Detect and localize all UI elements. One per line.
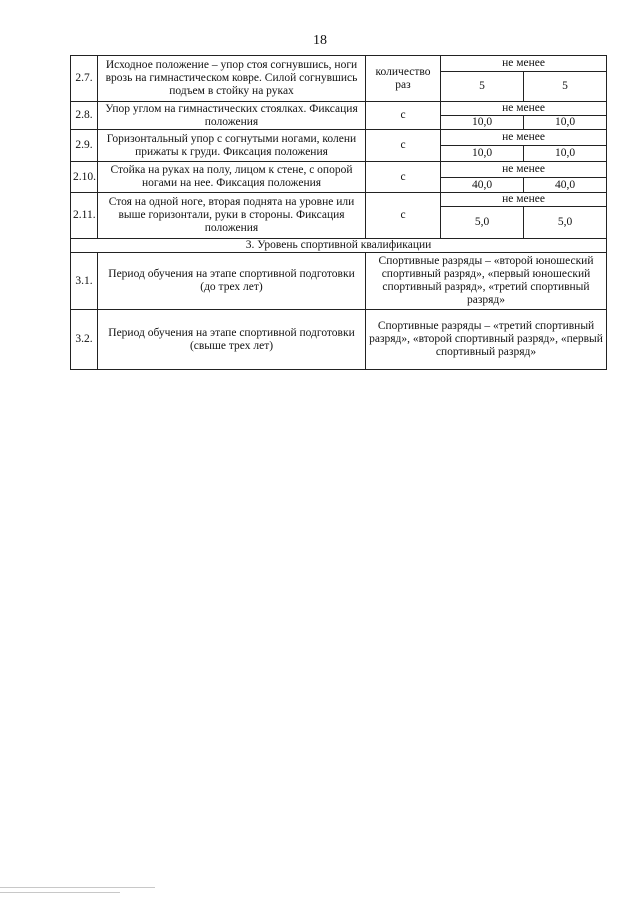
section-heading: 3. Уровень спортивной квалификации — [71, 239, 607, 253]
value-cell: 10,0 — [441, 146, 524, 162]
value-cell: 5 — [441, 72, 524, 102]
sports-ranks: Спортивные разряды – «второй юношеский спортивный разряд», «первый юношеский спортивный разряд», «третий спортивный разряд» — [366, 253, 607, 310]
row-number: 2.11. — [71, 193, 98, 239]
value-cell: 5,0 — [441, 207, 524, 239]
unit: с — [366, 102, 441, 130]
value-cell: 10,0 — [524, 116, 607, 130]
table-row — [71, 56, 607, 72]
standards-table — [70, 55, 607, 370]
table-row — [71, 162, 607, 178]
condition: не менее — [441, 193, 607, 207]
row-number: 2.8. — [71, 102, 98, 130]
exercise-description: Стойка на руках на полу, лицом к стене, с опорой ногами на нее. Фиксация положения — [98, 162, 366, 193]
sports-ranks: Спортивные разряды – «третий спортивный разряд», «второй спортивный разряд», «первый спортивный разряд» — [366, 310, 607, 370]
unit: с — [366, 130, 441, 162]
row-number: 3.1. — [71, 253, 98, 310]
exercise-description: Стоя на одной ноге, вторая поднята на уровне или выше горизонтали, руки в стороны. Фиксация положения — [98, 193, 366, 239]
value-cell: 5,0 — [524, 207, 607, 239]
value-cell: 10,0 — [524, 146, 607, 162]
period-description: Период обучения на этапе спортивной подготовки (до трех лет) — [98, 253, 366, 310]
row-number: 3.2. — [71, 310, 98, 370]
condition: не менее — [441, 162, 607, 178]
table-row — [71, 193, 607, 207]
condition: не менее — [441, 130, 607, 146]
exercise-description: Исходное положение – упор стоя согнувшись, ноги врозь на гимнастическом ковре. Силой согнувшись подъем в стойку на руках — [98, 56, 366, 102]
scan-artifact-line — [0, 887, 155, 888]
table-row — [71, 130, 607, 146]
unit: количество раз — [366, 56, 441, 102]
scan-artifact-line — [0, 892, 120, 893]
exercise-description: Упор углом на гимнастических стоялках. Фиксация положения — [98, 102, 366, 130]
unit: с — [366, 193, 441, 239]
condition: не менее — [441, 102, 607, 116]
period-description: Период обучения на этапе спортивной подготовки (свыше трех лет) — [98, 310, 366, 370]
condition: не менее — [441, 56, 607, 72]
unit: с — [366, 162, 441, 193]
table-row — [71, 253, 607, 310]
value-cell: 5 — [524, 72, 607, 102]
page-number: 18 — [313, 33, 327, 48]
exercise-description: Горизонтальный упор с согнутыми ногами, колени прижаты к груди. Фиксация положения — [98, 130, 366, 162]
table-row — [71, 102, 607, 116]
row-number: 2.9. — [71, 130, 98, 162]
value-cell: 40,0 — [524, 178, 607, 193]
table-row — [71, 310, 607, 370]
value-cell: 40,0 — [441, 178, 524, 193]
value-cell: 10,0 — [441, 116, 524, 130]
row-number: 2.10. — [71, 162, 98, 193]
row-number: 2.7. — [71, 56, 98, 102]
